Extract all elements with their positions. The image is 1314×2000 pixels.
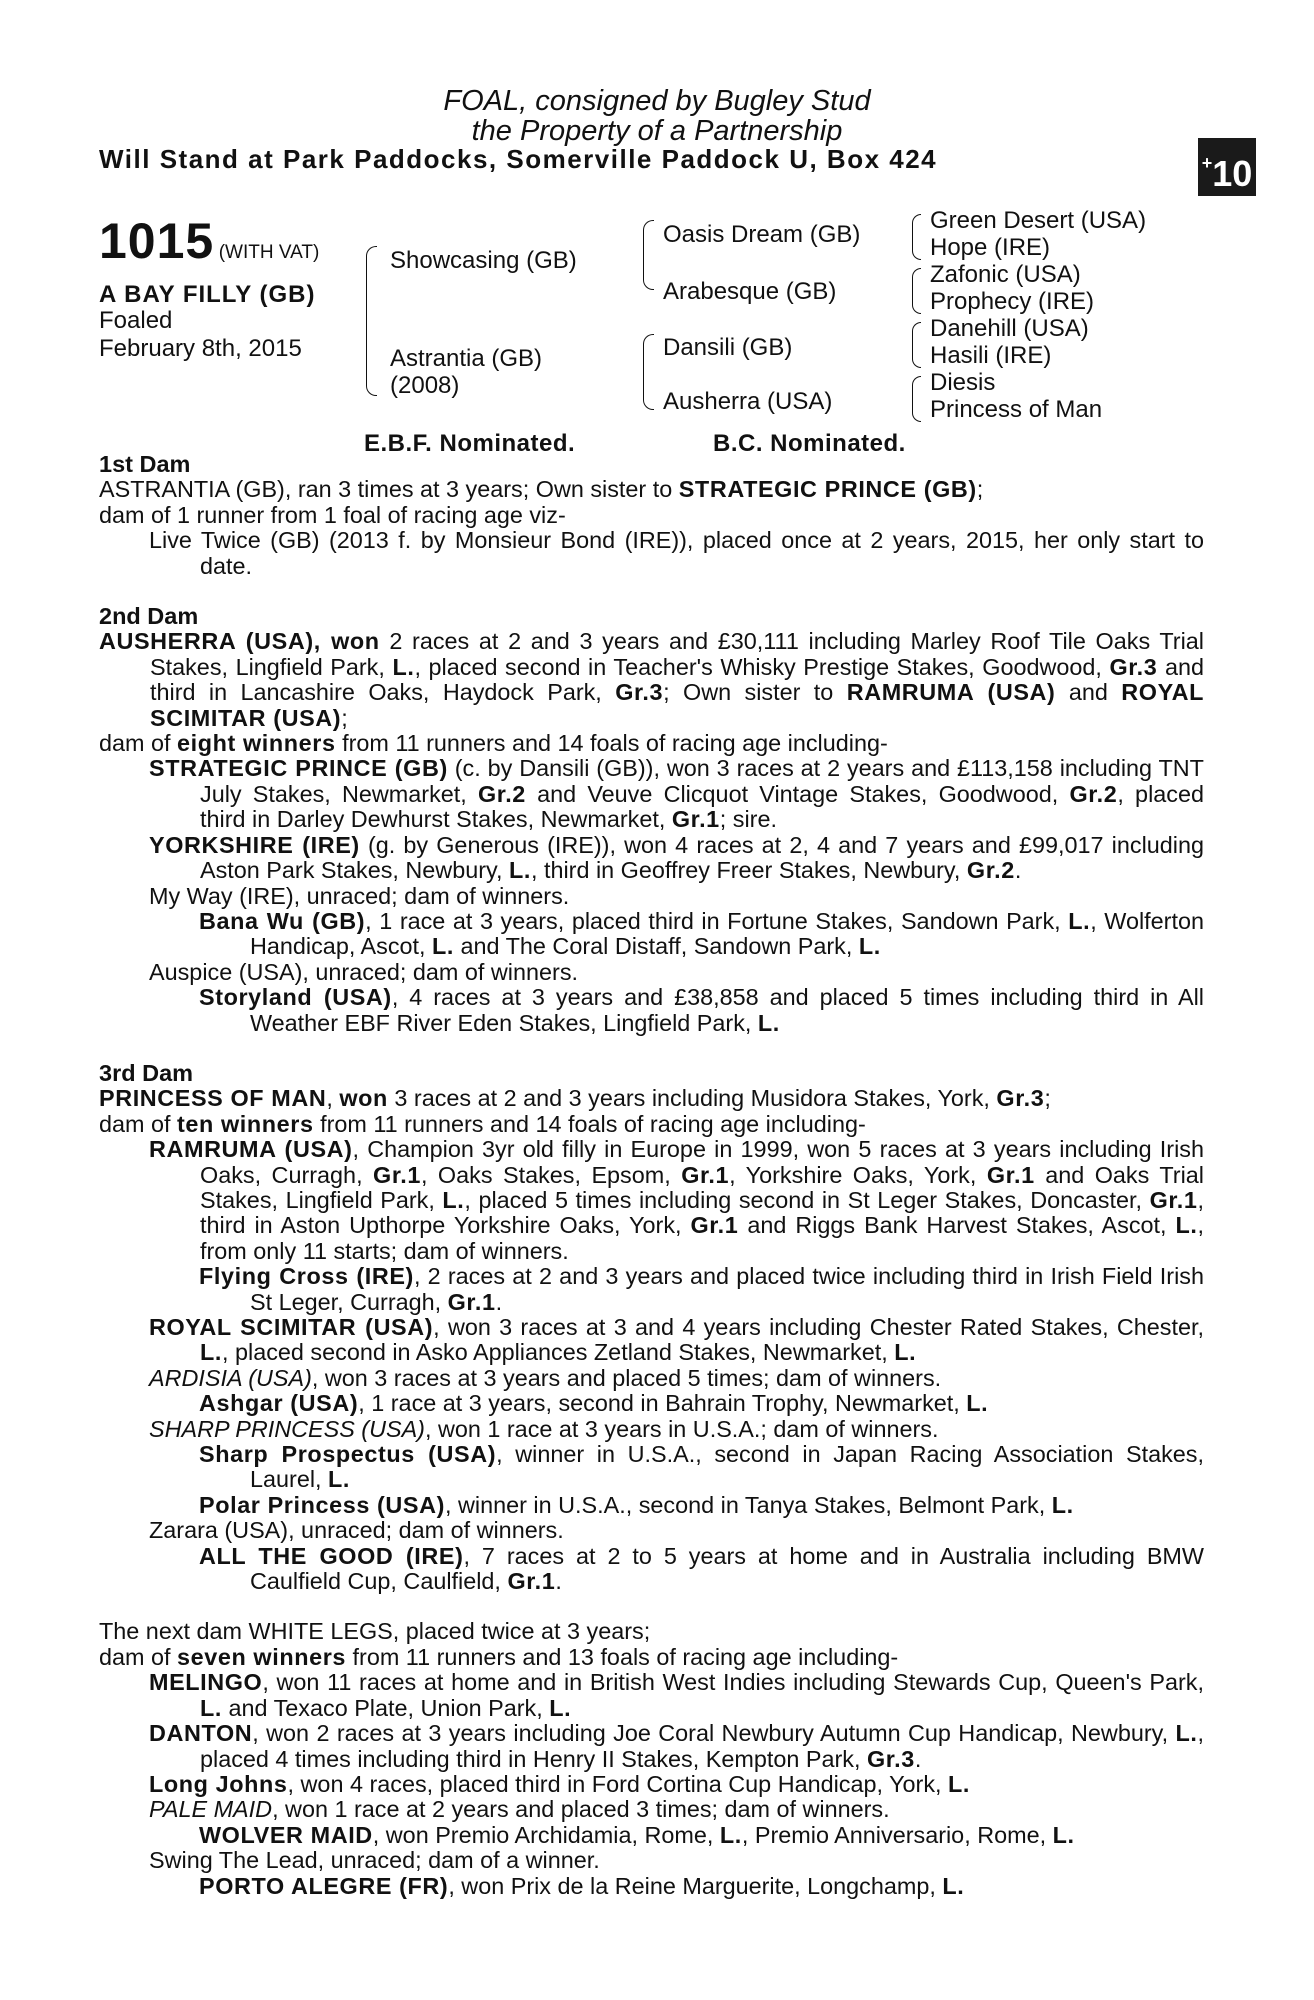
produce-entry: Live Twice (GB) (2013 f. by Monsieur Bond (IRE)), placed once at 2 years, 2015, her only start to date. <box>149 527 1204 579</box>
dam: Astrantia (GB) <box>390 345 543 372</box>
dam-sire: Dansili (GB) <box>663 334 793 361</box>
second-dam-line: AUSHERRA (USA), won 2 races at 2 and 3 years and £30,111 including Marley Roof Tile Oaks Trial Stakes, Lingfield Park, L., placed second in Teacher's Whisky Prestige Stakes, Goodwood, Gr.3 and third in Lancashire Oaks, Haydock Park, Gr.3; Own sister to RAMRUMA (USA) and ROYAL SCIMITAR (USA); <box>99 628 1205 731</box>
gg-4: Prophecy (IRE) <box>930 288 1095 315</box>
ownership-line: the Property of a Partnership <box>471 115 843 147</box>
badge-plus: + <box>1201 153 1213 173</box>
gg-6: Hasili (IRE) <box>930 342 1052 369</box>
gg-brace-1 <box>912 214 921 260</box>
sire-dam: Arabesque (GB) <box>663 278 837 305</box>
gg-8: Princess of Man <box>930 396 1103 423</box>
produce-entry: Polar Princess (USA), winner in U.S.A., second in Tanya Stakes, Belmont Park, L. <box>199 1491 1074 1518</box>
gg-brace-3 <box>912 322 921 368</box>
gg-3: Zafonic (USA) <box>930 261 1081 288</box>
sire: Showcasing (GB) <box>390 247 577 274</box>
third-dam-produce-summary: dam of ten winners from 11 runners and 14 foals of racing age including- <box>99 1110 866 1137</box>
lot-number: 1015 <box>99 213 215 269</box>
produce-entry: YORKSHIRE (IRE) (g. by Generous (IRE)), won 4 races at 2, 4 and 7 years and £99,017 including Aston Park Stakes, Newbury, L., third in Geoffrey Freer Stakes, Newbury, Gr.2. <box>149 831 1205 884</box>
produce-entry: Storyland (USA), 4 races at 3 years and £38,858 and placed 5 times including third in All Weather EBF River Eden Stakes, Lingfield Park, L. <box>199 984 1204 1036</box>
gg-5: Danehill (USA) <box>930 315 1089 342</box>
produce-entry: RAMRUMA (USA), Champion 3yr old filly in Europe in 1999, won 5 races at 3 years including Irish Oaks, Curragh, Gr.1, Oaks Stakes, Epsom, Gr.1, Yorkshire Oaks, York, Gr.1 and Oaks Trial Stakes, Lingfield Park, L., placed 5 times including second in St Leger Stakes, Doncaster, Gr.1, third in Aston Upthorpe Yorkshire Oaks, York, Gr.1 and Riggs Bank Harvest Stakes, Ascot, L., from only 11 starts; dam of winners. <box>149 1136 1205 1264</box>
gg-7: Diesis <box>930 369 996 396</box>
gg-2: Hope (IRE) <box>930 234 1051 261</box>
badge-number: 10 <box>1212 153 1253 194</box>
produce-entry: Zarara (USA), unraced; dam of winners. <box>149 1517 564 1544</box>
produce-entry: My Way (IRE), unraced; dam of winners. <box>149 882 570 909</box>
produce-entry: PORTO ALEGRE (FR), won Prix de la Reine Marguerite, Longchamp, L. <box>199 1872 965 1899</box>
produce-entry: ROYAL SCIMITAR (USA), won 3 races at 3 and 4 years including Chester Rated Stakes, Chester, L., placed second in Asko Appliances Zetland Stakes, Newmarket, L. <box>149 1314 1205 1366</box>
stand-location: Will Stand at Park Paddocks, Somerville Paddock U, Box 424 <box>99 144 938 174</box>
first-dam-produce-summary: dam of 1 runner from 1 foal of racing age viz- <box>99 501 566 528</box>
next-dam-produce-summary: dam of seven winners from 11 runners and 13 foals of racing age including- <box>99 1643 899 1670</box>
produce-entry: DANTON, won 2 races at 3 years including Joe Coral Newbury Autumn Cup Handicap, Newbury, L., placed 4 times including third in Henry II Stakes, Kempton Park, Gr.3. <box>149 1720 1204 1772</box>
bc-nominated: B.C. Nominated. <box>713 430 906 457</box>
produce-entry: MELINGO, won 11 races at home and in British West Indies including Stewards Cup, Queen's Park, L. and Texaco Plate, Union Park, L. <box>149 1669 1204 1721</box>
section-badge <box>1198 138 1256 196</box>
produce-entry: SHARP PRINCESS (USA), won 1 race at 3 years in U.S.A.; dam of winners. <box>149 1415 939 1442</box>
produce-entry: Flying Cross (IRE), 2 races at 2 and 3 years and placed twice including third in Irish Field Irish St Leger, Curragh, Gr.1. <box>199 1263 1204 1315</box>
second-dam-produce-summary: dam of eight winners from 11 runners and 14 foals of racing age including- <box>99 730 888 757</box>
produce-entry: WOLVER MAID, won Premio Archidamia, Rome, L., Premio Anniversario, Rome, L. <box>199 1821 1075 1848</box>
produce-entry: Bana Wu (GB), 1 race at 3 years, placed third in Fortune Stakes, Sandown Park, L., Wolferton Handicap, Ascot, L. and The Coral Distaff, Sandown Park, L. <box>199 907 1204 960</box>
third-dam-line: PRINCESS OF MAN, won 3 races at 2 and 3 years including Musidora Stakes, York, Gr.3; <box>99 1085 1051 1112</box>
sire-parents-brace <box>643 220 654 290</box>
sire-dam-brace <box>366 246 377 396</box>
catalogue-body <box>99 452 1204 1899</box>
gg-1: Green Desert (USA) <box>930 207 1147 234</box>
third-dam-heading: 3rd Dam <box>99 1059 194 1086</box>
produce-entry: ARDISIA (USA), won 3 races at 3 years and placed 5 times; dam of winners. <box>149 1364 942 1391</box>
produce-entry: Long Johns, won 4 races, placed third in Ford Cortina Cup Handicap, York, L. <box>149 1770 971 1797</box>
second-dam-heading: 2nd Dam <box>99 603 199 630</box>
sire-sire: Oasis Dream (GB) <box>663 221 861 248</box>
lot-title: A BAY FILLY (GB) <box>99 281 316 308</box>
next-dam-line: The next dam WHITE LEGS, placed twice at 3 years; <box>99 1618 651 1645</box>
produce-entry: Sharp Prospectus (USA), winner in U.S.A., second in Japan Racing Association Stakes, Laurel, L. <box>199 1441 1204 1493</box>
gg-brace-2 <box>912 268 921 314</box>
foaled-date: February 8th, 2015 <box>99 335 302 362</box>
consignor-line: FOAL, consigned by Bugley Stud <box>443 85 871 117</box>
dam-year: (2008) <box>390 372 460 399</box>
dam-dam: Ausherra (USA) <box>663 388 833 415</box>
gg-brace-4 <box>912 376 921 422</box>
produce-entry: STRATEGIC PRINCE (GB) (c. by Dansili (GB)), won 3 races at 2 years and £113,158 including TNT July Stakes, Newmarket, Gr.2 and Veuve Clicquot Vintage Stakes, Goodwood, Gr.2, placed third in Darley Dewhurst Stakes, Newmarket, Gr.1; sire. <box>149 755 1204 833</box>
ebf-nominated: E.B.F. Nominated. <box>364 430 576 457</box>
dam-parents-brace <box>643 334 654 410</box>
produce-entry: Auspice (USA), unraced; dam of winners. <box>149 958 579 985</box>
first-dam-line: ASTRANTIA (GB), ran 3 times at 3 years; Own sister to STRATEGIC PRINCE (GB); <box>99 476 984 503</box>
vat-label: (WITH VAT) <box>218 242 320 263</box>
foaled-label: Foaled <box>99 307 173 334</box>
produce-entry: ALL THE GOOD (IRE), 7 races at 2 to 5 years at home and in Australia including BMW Caulfield Cup, Caulfield, Gr.1. <box>199 1542 1204 1595</box>
first-dam-heading: 1st Dam <box>99 451 191 477</box>
produce-entry: Swing The Lead, unraced; dam of a winner. <box>149 1847 600 1874</box>
lot-heading <box>99 212 319 270</box>
produce-entry: PALE MAID, won 1 race at 2 years and placed 3 times; dam of winners. <box>149 1796 890 1823</box>
produce-entry: Ashgar (USA), 1 race at 3 years, second in Bahrain Trophy, Newmarket, L. <box>199 1390 989 1417</box>
